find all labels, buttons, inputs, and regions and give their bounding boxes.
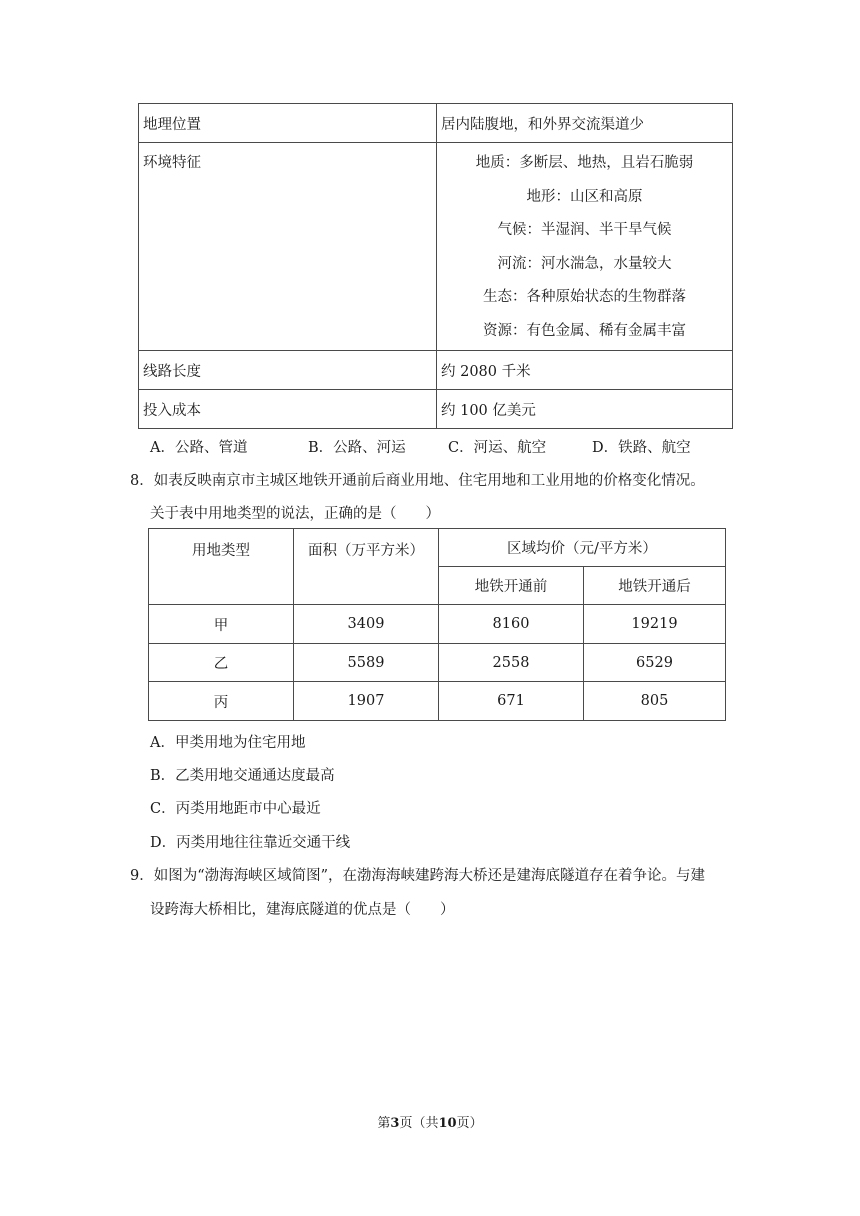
q8-option-d: D．丙类用地往往靠近交通干线 [150,835,351,851]
header-area: 面积（万平方米） [294,529,439,605]
value-cost: 约 100 亿美元 [437,390,733,429]
q9-stem-line1: 9．如图为“渤海海峡区域简图”，在渤海海峡建跨海大桥还是建海底隧道存在着争论。与建 [130,868,706,884]
table-row [149,644,726,682]
env-terrain: 地形：山区和高原 [526,188,643,205]
header-land-type: 用地类型 [149,529,294,605]
footer-prefix: 第 [377,1116,391,1131]
env-ecology: 生态：各种原始状态的生物群落 [483,289,686,305]
value-location: 居内陆腹地，和外界交流渠道少 [437,104,733,143]
environment-features [437,143,733,351]
cell-type: 丙 [149,682,294,721]
table-row [149,682,726,721]
q8-stem-line1: 8．如表反映南京市主城区地铁开通前后商业用地、住宅用地和工业用地的价格变化情况。 [130,473,705,489]
cell-type: 乙 [149,644,294,682]
q7-option-b: B．公路、河运 [308,440,406,456]
env-geology: 地质：多断层、地热，且岩石脆弱 [475,155,694,171]
env-climate: 气候：半湿润、半干旱气候 [497,222,672,238]
q9-stem-line2: 设跨海大桥相比，建海底隧道的优点是（ ） [150,902,455,918]
value-length: 约 2080 千米 [437,351,733,390]
q8-option-a: A．甲类用地为住宅用地 [150,735,306,751]
label-location: 地理位置 [139,104,437,143]
table-row [149,605,726,644]
footer-total-pages: 10 [438,1116,457,1131]
footer-page-number: 3 [390,1116,400,1131]
cell-area: 3409 [294,605,439,644]
header-before-metro: 地铁开通前 [439,567,584,605]
page-footer [0,1112,860,1131]
q7-option-c: C．河运、航空 [448,440,547,456]
env-river: 河流：河水湍急，水量较大 [497,255,672,272]
label-environment: 环境特征 [139,143,437,351]
cell-after: 19219 [584,605,726,644]
header-avg-price: 区域均价（元/平方米） [439,529,726,567]
q7-option-a: A．公路、管道 [150,440,248,456]
cell-before: 2558 [439,644,584,682]
header-after-metro: 地铁开通后 [584,567,726,605]
env-resources: 资源：有色金属、稀有金属丰富 [483,322,686,339]
label-cost: 投入成本 [139,390,437,429]
cell-type: 甲 [149,605,294,644]
cell-area: 1907 [294,682,439,721]
cell-before: 671 [439,682,584,721]
label-length: 线路长度 [139,351,437,390]
q8-stem-line2: 关于表中用地类型的说法，正确的是（ ） [150,506,440,522]
cell-area: 5589 [294,644,439,682]
q7-option-d: D．铁路、航空 [592,440,691,456]
cell-after: 805 [584,682,726,721]
cell-after: 6529 [584,644,726,682]
footer-suffix: 页） [456,1116,483,1131]
footer-mid: 页（共 [399,1116,439,1131]
cell-before: 8160 [439,605,584,644]
q8-option-b: B．乙类用地交通通达度最高 [150,768,335,784]
q8-option-c: C．丙类用地距市中心最近 [150,801,321,817]
route-info-table [138,103,733,429]
land-price-table [148,528,726,721]
